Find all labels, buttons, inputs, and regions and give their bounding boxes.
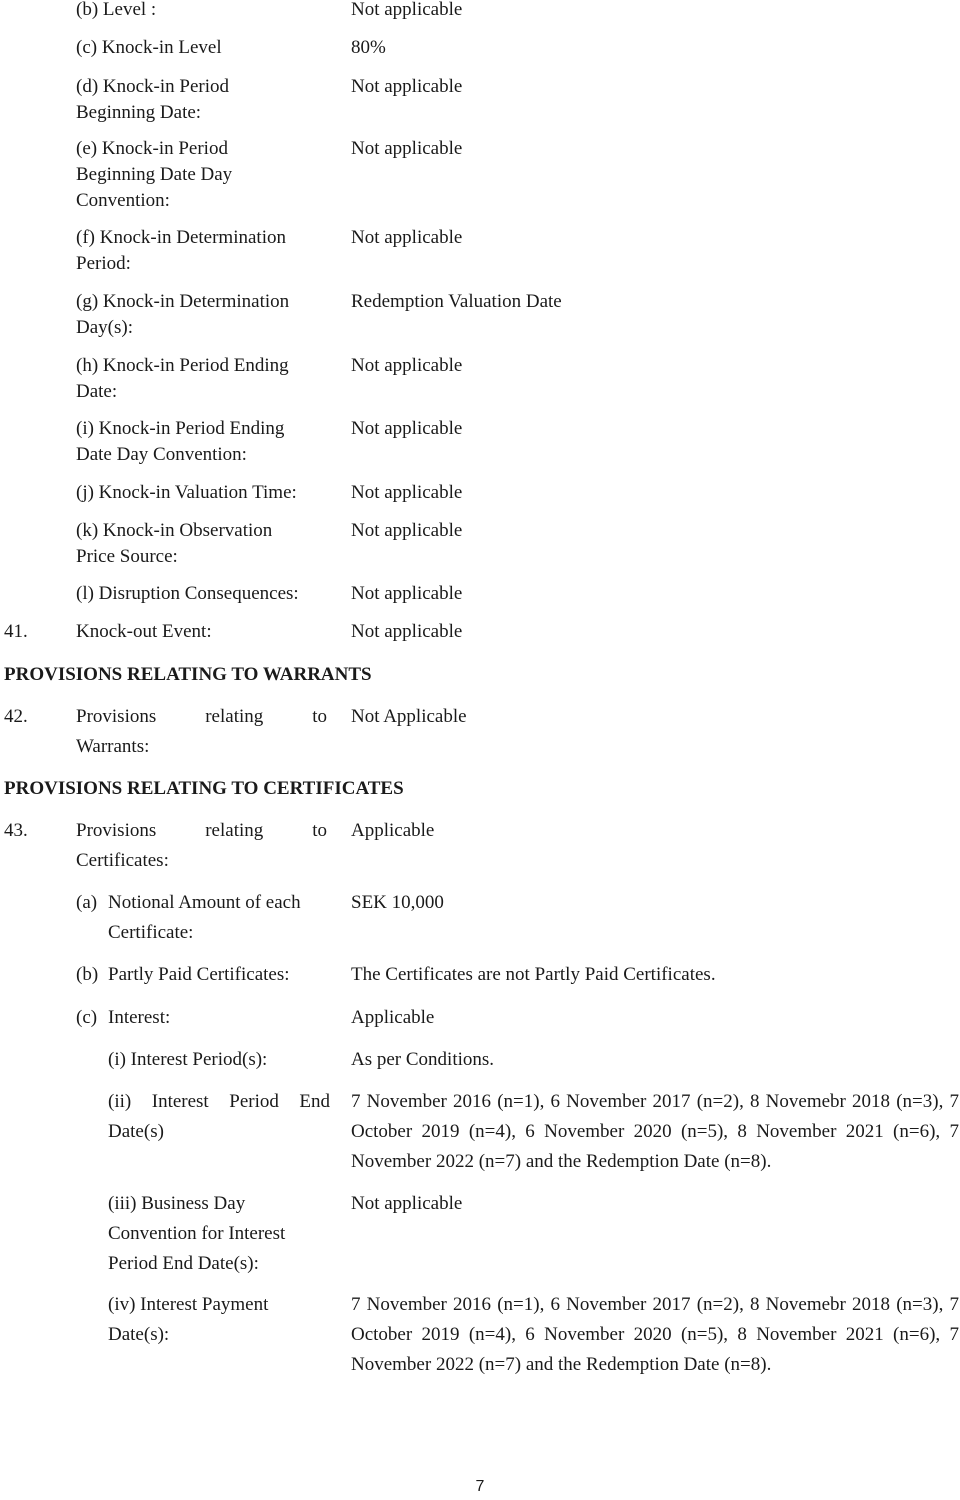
interest-payment-dates-label: (iv) Interest Payment Date(s): xyxy=(108,1294,269,1345)
knock-in-level-value: Not applicable xyxy=(351,0,463,20)
knock-out-event-label: Knock-out Event: xyxy=(76,621,212,642)
item-41-number: 41. xyxy=(4,621,28,642)
label-word: relating xyxy=(205,820,264,841)
interest-period-end-dates-value: 7 November 2016 (n=1), 6 November 2017 (n=2), 8 Novemebr 2018 (n=3), 7 October 2019 (n=4), 6 November 2020 (n=5), 8 November 2021 (n=6), 7 November 2022 (n=7) and the Redemption Date (n=8). xyxy=(351,1091,959,1172)
label-line: Warrants: xyxy=(76,736,150,757)
knock-in-valuation-time-value: Not applicable xyxy=(351,482,463,503)
knock-in-period-ending-date-label: (h) Knock-in Period Ending Date: xyxy=(76,355,289,402)
label-word: Provisions xyxy=(76,820,157,841)
knock-in-period-beginning-date-day-convention-label: (e) Knock-in Period Beginning Date Day Convention: xyxy=(76,138,233,211)
knock-in-period-ending-date-day-convention-value: Not applicable xyxy=(351,418,463,439)
knock-in-observation-price-source-value: Not applicable xyxy=(351,520,463,541)
provisions-relating-to-certificates-label xyxy=(76,816,327,876)
label-word: Provisions xyxy=(76,706,157,727)
knock-in-determination-period-label: (f) Knock-in Determination Period: xyxy=(76,227,286,274)
section-heading-warrants: PROVISIONS RELATING TO WARRANTS xyxy=(4,664,372,685)
disruption-consequences-value: Not applicable xyxy=(351,583,463,604)
section-heading-certificates: PROVISIONS RELATING TO CERTIFICATES xyxy=(4,778,404,799)
provisions-relating-to-certificates-value: Applicable xyxy=(351,820,435,841)
item-letter: (a) xyxy=(76,892,98,913)
knock-in-period-beginning-date-value: Not applicable xyxy=(351,76,463,97)
knock-out-event-value: Not applicable xyxy=(351,621,463,642)
business-day-convention-label: (iii) Business Day Convention for Interest Period End Date(s): xyxy=(108,1193,286,1274)
knock-in-determination-period-value: Not applicable xyxy=(351,227,463,248)
item-text: Interest: xyxy=(108,1007,171,1028)
knock-in-period-ending-date-value: Not applicable xyxy=(351,355,463,376)
partly-paid-certificates-value: The Certificates are not Partly Paid Certificates. xyxy=(351,964,716,985)
business-day-convention-value: Not applicable xyxy=(351,1193,463,1214)
label-word: to xyxy=(312,706,327,727)
knock-in-determination-days-value: Redemption Valuation Date xyxy=(351,291,562,312)
disruption-consequences-label: (l) Disruption Consequences: xyxy=(76,583,299,604)
provisions-relating-to-warrants-label xyxy=(76,702,327,762)
knock-in-period-ending-date-day-convention-label: (i) Knock-in Period Ending Date Day Convention: xyxy=(76,418,285,465)
label-word: relating xyxy=(205,706,264,727)
provisions-relating-to-warrants-value: Not Applicable xyxy=(351,706,467,727)
notional-amount-label xyxy=(76,888,331,948)
item-42-number: 42. xyxy=(4,706,28,727)
item-letter: (c) xyxy=(76,1007,98,1028)
knock-in-observation-price-source-label: (k) Knock-in Observation Price Source: xyxy=(76,520,273,567)
knock-in-level-label: (b) Level : xyxy=(76,0,157,20)
label-word: to xyxy=(312,820,327,841)
item-text: Notional Amount of each Certificate: xyxy=(108,892,301,943)
interest-payment-dates-value: 7 November 2016 (n=1), 6 November 2017 (n=2), 8 Novemebr 2018 (n=3), 7 October 2019 (n=4), 6 November 2020 (n=5), 8 November 2021 (n=6), 7 November 2022 (n=7) and the Redemption Date (n=8). xyxy=(351,1294,959,1375)
knock-in-period-beginning-date-day-convention-value: Not applicable xyxy=(351,138,463,159)
knock-in-determination-days-label: (g) Knock-in Determination Day(s): xyxy=(76,291,290,338)
interest-periods-label: (i) Interest Period(s): xyxy=(108,1049,268,1070)
interest-periods-value: As per Conditions. xyxy=(351,1049,495,1070)
item-letter: (b) xyxy=(76,964,99,985)
label-line: Certificates: xyxy=(76,850,169,871)
interest-period-end-dates-label: (ii) Interest Period End Date(s) xyxy=(108,1091,330,1142)
item-text: Partly Paid Certificates: xyxy=(108,964,290,985)
page-number: 7 xyxy=(475,1478,485,1495)
knock-in-level-pct-value: 80% xyxy=(351,37,386,58)
knock-in-level-pct-label: (c) Knock-in Level xyxy=(76,37,222,58)
knock-in-valuation-time-label: (j) Knock-in Valuation Time: xyxy=(76,482,297,503)
interest-label xyxy=(76,1005,331,1031)
interest-value: Applicable xyxy=(351,1007,435,1028)
notional-amount-value: SEK 10,000 xyxy=(351,892,444,913)
item-43-number: 43. xyxy=(4,820,28,841)
knock-in-period-beginning-date-label: (d) Knock-in Period Beginning Date: xyxy=(76,76,230,123)
partly-paid-certificates-label xyxy=(76,962,331,988)
